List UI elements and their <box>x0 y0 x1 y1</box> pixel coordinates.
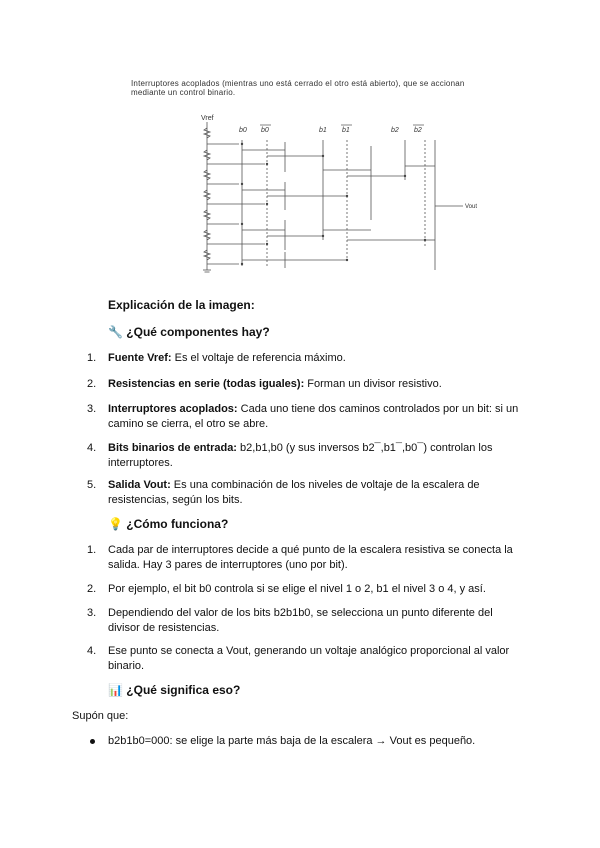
list-number: 3. <box>87 403 97 415</box>
list-text-cont: divisor de resistencias. <box>108 622 220 634</box>
list-term: Fuente Vref: <box>108 352 172 364</box>
list-term: Bits binarios de entrada: <box>108 442 237 454</box>
b2-inv-label: b2 <box>414 127 422 134</box>
list-number: 2. <box>87 583 97 595</box>
list-text: Cada par de interruptores decide a qué punto de la escalera resistiva se conecta la <box>108 544 513 556</box>
intro-caption <box>131 79 531 97</box>
list-text: Por ejemplo, el bit b0 controla si se elige el nivel 1 o 2, b1 el nivel 3 o 4, y así. <box>108 583 486 595</box>
list-text: Ese punto se conecta a Vout, generando un voltaje analógico proporcional al valor <box>108 645 510 657</box>
bullet-dot <box>90 739 95 744</box>
list-term: Salida Vout: <box>108 479 171 491</box>
b1-inv-label: b1 <box>342 127 350 134</box>
list-number: 3. <box>87 607 97 619</box>
bullet-text: b2b1b0=000: se elige la parte más baja de la escalera → Vout es pequeño. <box>108 735 476 747</box>
section-meaning-title: ¿Qué significa eso? <box>126 683 241 697</box>
bar-chart-icon: 📊 <box>108 683 123 697</box>
list-text-cont: binario. <box>108 660 145 672</box>
list-number: 5. <box>87 479 97 491</box>
b1-label: b1 <box>319 127 327 134</box>
list-text: Es el voltaje de referencia máximo. <box>171 352 346 364</box>
list-number: 1. <box>87 352 97 364</box>
list-term: Interruptores acoplados: <box>108 403 238 415</box>
intro-line-1: Interruptores acoplados (mientras uno está cerrado el otro está abierto), que se accionan <box>131 79 465 88</box>
vref-label: Vref <box>201 115 214 122</box>
b0-inv-label: b0 <box>261 127 269 134</box>
list-text-cont: camino se cierra, el otro se abre. <box>108 418 269 430</box>
list-number: 4. <box>87 645 97 657</box>
list-number: 1. <box>87 544 97 556</box>
list-text-cont: salida. Hay 3 pares de interruptores (uno por bit). <box>108 559 348 571</box>
list-text: Forman un divisor resistivo. <box>304 378 442 390</box>
vout-label: Vout <box>465 204 478 210</box>
list-text: Es una combinación de los niveles de voltaje de la escalera de <box>170 479 480 491</box>
section-components-title: ¿Qué componentes hay? <box>126 325 270 339</box>
section-meaning-heading <box>108 683 240 698</box>
list-text: Dependiendo del valor de los bits b2b1b0, se selecciona un punto diferente del <box>108 607 493 619</box>
section-how-heading <box>108 517 228 532</box>
list-text-cont: resistencias, según los bits. <box>108 494 243 506</box>
list-text-cont: interruptores. <box>108 457 173 469</box>
suppose-text: Supón que: <box>72 710 129 722</box>
list-text: Cada uno tiene dos caminos controlados por un bit: si un <box>237 403 519 415</box>
list-number: 4. <box>87 442 97 454</box>
list-number: 2. <box>87 378 97 390</box>
dac-resistor-ladder-diagram <box>195 110 495 280</box>
b2-label: b2 <box>391 127 399 134</box>
intro-line-2: mediante un control binario. <box>131 88 236 97</box>
list-text: b2,b1,b0 (y sus inversos b2¯,b1¯,b0¯) controlan los <box>236 442 493 454</box>
b0-label: b0 <box>239 127 247 134</box>
wrench-icon: 🔧 <box>108 325 123 339</box>
lightbulb-icon: 💡 <box>108 517 123 531</box>
section-how-title: ¿Cómo funciona? <box>126 517 229 531</box>
list-term: Resistencias en serie (todas iguales): <box>108 378 305 390</box>
explain-heading: Explicación de la imagen: <box>108 298 255 312</box>
section-components-heading <box>108 325 270 340</box>
